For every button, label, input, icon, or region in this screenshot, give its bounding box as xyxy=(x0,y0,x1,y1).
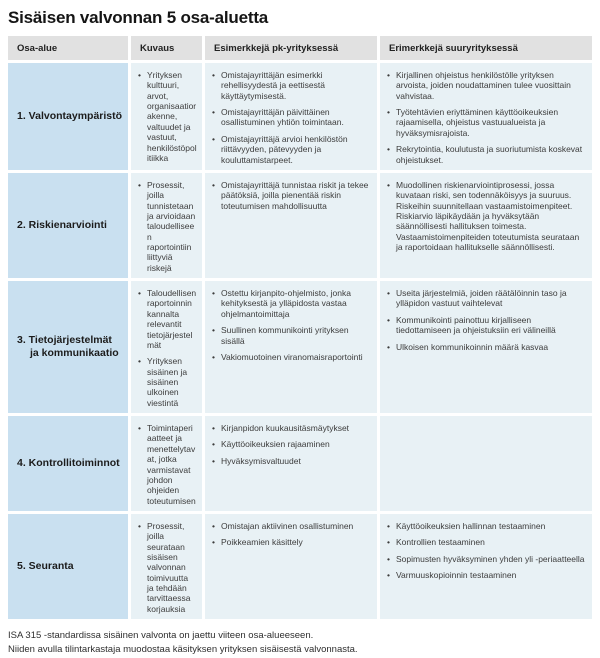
bullet-item: • Sopimusten hyväksyminen yhden yli -periaatteella xyxy=(387,554,587,564)
bullet-item: • Kirjanpidon kuukausitäsmäytykset xyxy=(212,423,372,433)
kuvaus-cell xyxy=(131,514,202,619)
bullet-item: • Omistajayrittäjän esimerkki rehellisyydestä ja eettisestä käyttäytymisestä. xyxy=(212,70,372,101)
area-cell xyxy=(8,63,128,170)
suur-cell xyxy=(380,416,592,511)
bullet-item: • Käyttöoikeuksien rajaaminen xyxy=(212,439,372,449)
bullet-item: • Kirjallinen ohjeistus henkilöstölle yrityksen arvoista, joiden noudattaminen tulee vuosittain vahvistaa. xyxy=(387,70,587,101)
bullet-item: • Käyttöoikeuksien hallinnan testaaminen xyxy=(387,521,587,531)
bullet-list xyxy=(138,70,197,163)
bullet-list xyxy=(138,521,197,614)
bullet-item: • Varmuuskopioinnin testaaminen xyxy=(387,570,587,580)
column-header-0: Osa-alue xyxy=(8,36,128,60)
column-header-1: Kuvaus xyxy=(131,36,202,60)
bullet-list xyxy=(138,288,197,408)
bullet-list xyxy=(387,288,587,352)
footnote-line-2: Niiden avulla tilintarkastaja muodostaa käsityksen yrityksen sisäisestä valvonnasta. xyxy=(8,644,358,656)
bullet-list xyxy=(212,180,372,211)
area-label: 4. Kontrollitoiminnot xyxy=(17,456,120,469)
bullet-item: • Prosessit, joilla seurataan sisäisen valvonnan toimivuutta ja tehdään tarvittaessa korjauksia xyxy=(138,521,197,614)
bullet-item: • Prosessit, joilla tunnistetaan ja arvioidaan taloudelliseen raportointiin liittyviä riskejä xyxy=(138,180,197,273)
bullet-item: • Poikkeamien käsittely xyxy=(212,537,372,547)
area-cell xyxy=(8,281,128,413)
kuvaus-cell xyxy=(131,281,202,413)
bullet-item: • Suullinen kommunikointi yrityksen sisällä xyxy=(212,325,372,346)
bullet-item: • Omistajayrittäjä arvioi henkilöstön riittävyyden, pätevyyden ja kouluttamistarpeet. xyxy=(212,134,372,165)
area-label: 3. Tietojärjestelmät ja kommunikaatio xyxy=(17,333,119,360)
bullet-item: • Kontrollien testaaminen xyxy=(387,537,587,547)
footnote-line-1: ISA 315 -standardissa sisäinen valvonta on jaettu viiteen osa-alueeseen. xyxy=(8,630,314,642)
bullet-list xyxy=(212,521,372,548)
bullet-list xyxy=(138,423,197,506)
bullet-list xyxy=(212,288,372,362)
suur-cell xyxy=(380,63,592,170)
pk-cell xyxy=(205,281,377,413)
area-label: 2. Riskienarviointi xyxy=(17,218,107,231)
bullet-list xyxy=(212,423,372,466)
area-cell xyxy=(8,416,128,511)
bullet-item: • Taloudellisen raportoinnin kannalta relevantit tietojärjestelmät xyxy=(138,288,197,350)
bullet-item: • Yrityksen sisäinen ja sisäinen ulkoinen viestintä xyxy=(138,356,197,408)
internal-control-table xyxy=(8,36,592,619)
bullet-item: • Vakiomuotoinen viranomaisraportointi xyxy=(212,352,372,362)
page-title: Sisäisen valvonnan 5 osa-aluetta xyxy=(8,8,269,27)
pk-cell xyxy=(205,63,377,170)
bullet-list xyxy=(387,521,587,580)
kuvaus-cell xyxy=(131,63,202,170)
bullet-item: • Hyväksymisvaltuudet xyxy=(212,456,372,466)
bullet-item: • Useita järjestelmiä, joiden räätälöinnin taso ja ylläpidon vastuut vaihtelevat xyxy=(387,288,587,309)
suur-cell xyxy=(380,173,592,278)
bullet-item: • Omistajan aktiivinen osallistuminen xyxy=(212,521,372,531)
area-cell xyxy=(8,173,128,278)
bullet-list xyxy=(387,180,587,253)
column-header-3: Erimerkkejä suuryrityksessä xyxy=(380,36,592,60)
pk-cell xyxy=(205,173,377,278)
suur-cell xyxy=(380,514,592,619)
bullet-item: • Ulkoisen kommunikoinnin määrä kasvaa xyxy=(387,342,587,352)
area-label: 1. Valvontaympäristö xyxy=(17,109,123,122)
bullet-item: • Omistajayrittäjä tunnistaa riskit ja tekee päätöksiä, joilla pienentää riskin toteutumisen mahdollisuutta xyxy=(212,180,372,211)
bullet-list xyxy=(138,180,197,273)
bullet-item: • Omistajayrittäjän päivittäinen osallistuminen yhtiön toimintaan. xyxy=(212,107,372,128)
kuvaus-cell xyxy=(131,173,202,278)
footnote xyxy=(8,629,592,658)
kuvaus-cell xyxy=(131,416,202,511)
bullet-item: • Muodollinen riskienarviointiprosessi, jossa kuvataan riski, sen todennäköisyys ja suuruus. Riskeihin suunnitellaan vastaamistoimenpiteet. Riskiarvio läpikäydään ja hyväksytään säännöllisesti hallituksen toimesta. Vastaamistoimenpiteiden toteutumista seurataan ja raportoidaan hallitukselle säännöllisesti. xyxy=(387,180,587,253)
column-header-2: Esimerkkejä pk-yrityksessä xyxy=(205,36,377,60)
bullet-item: • Ostettu kirjanpito-ohjelmisto, jonka kehityksestä ja ylläpidosta vastaa ohjelmantoimittaja xyxy=(212,288,372,319)
area-label: 5. Seuranta xyxy=(17,559,74,572)
pk-cell xyxy=(205,416,377,511)
bullet-item: • Yrityksen kulttuuri, arvot, organisaatiorakenne, valtuudet ja vastuut, henkilöstöpolitiikka xyxy=(138,70,197,163)
pk-cell xyxy=(205,514,377,619)
bullet-item: • Työtehtävien eriyttäminen käyttöoikeuksien rajaamisella, ohjeistus vastuualueista ja hyväksymisrajoista. xyxy=(387,107,587,138)
bullet-item: • Toimintaperiaatteet ja menettelytavat, jotka varmistavat johdon ohjeiden toteutumisen xyxy=(138,423,197,506)
bullet-item: • Kommunikointi painottuu kirjalliseen tiedottamiseen ja ohjeistuksiin eri välineillä xyxy=(387,315,587,336)
bullet-list xyxy=(387,70,587,165)
area-cell xyxy=(8,514,128,619)
bullet-item: • Rekrytointia, koulutusta ja suoriutumista koskevat ohjeistukset. xyxy=(387,144,587,165)
bullet-list xyxy=(212,70,372,165)
suur-cell xyxy=(380,281,592,413)
